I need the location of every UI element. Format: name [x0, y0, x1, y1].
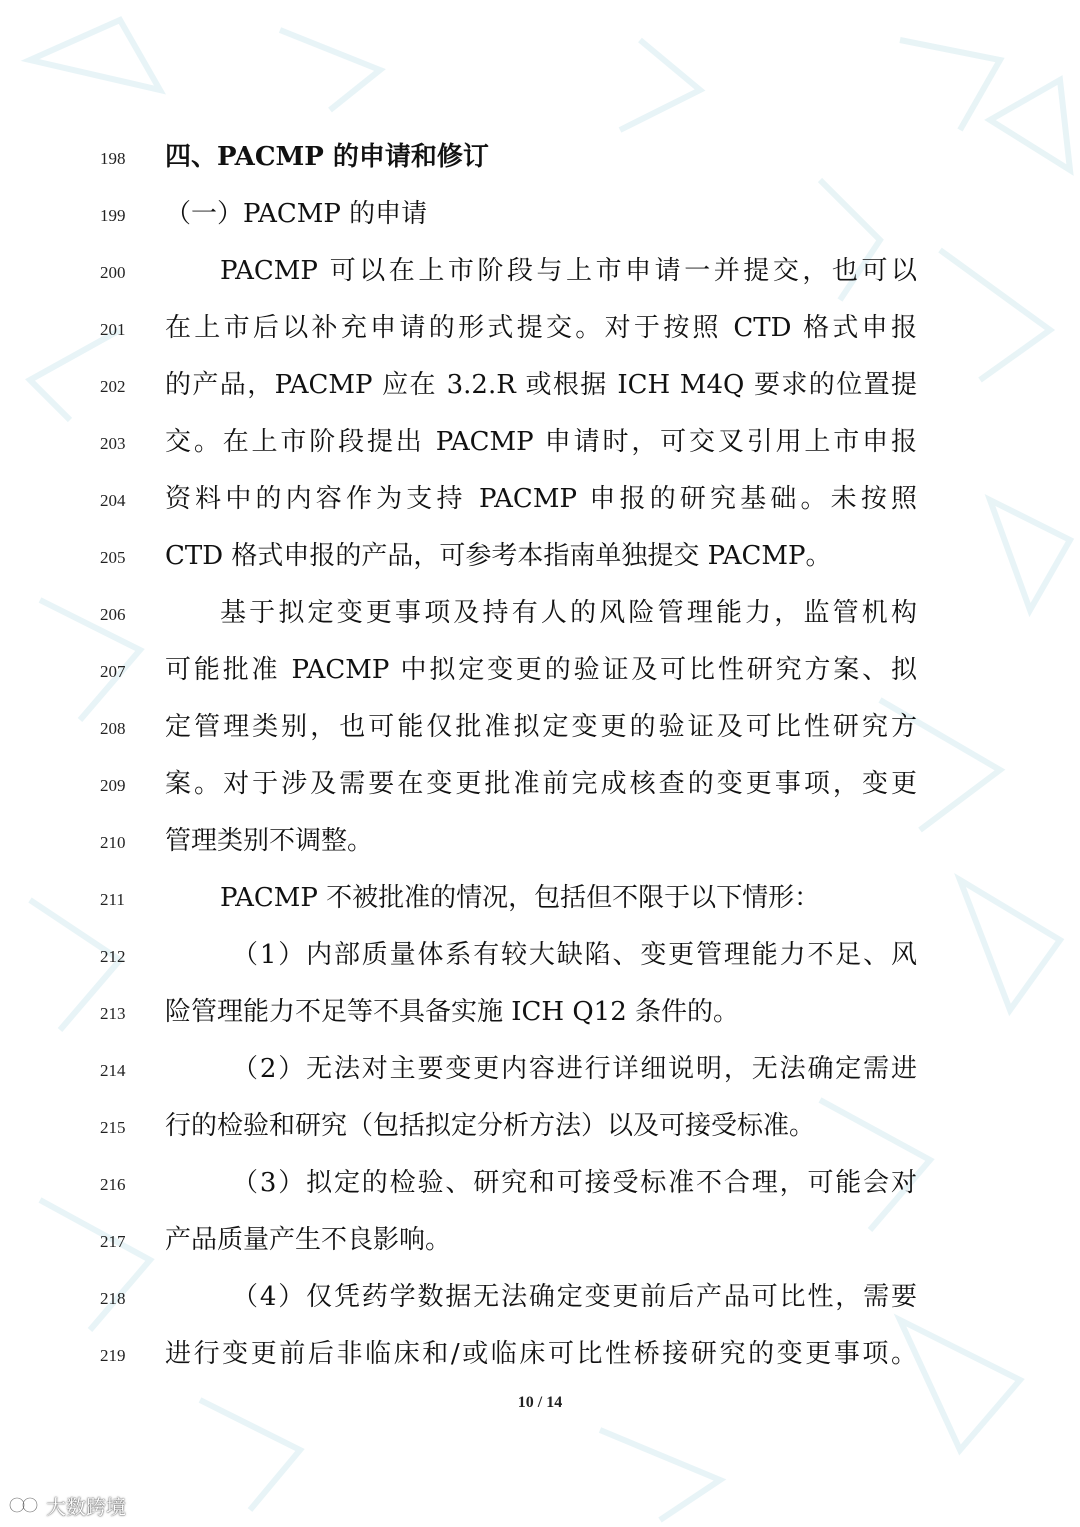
document-line: [0, 196, 1080, 240]
document-line: [0, 1279, 1080, 1323]
line-number: 203: [100, 434, 126, 453]
line-number: 206: [100, 605, 126, 624]
line-number: 219: [100, 1346, 126, 1365]
document-line: [0, 652, 1080, 696]
line-number: 214: [100, 1061, 126, 1080]
list-item-text: （2）无法对主要变更内容进行详细说明，无法确定需进: [232, 1054, 917, 1084]
line-number: 217: [100, 1232, 126, 1251]
paragraph-text: 基于拟定变更事项及持有人的风险管理能力，监管机构: [220, 598, 917, 628]
line-number: 200: [100, 263, 126, 282]
list-item-text: （4）仅凭药学数据无法确定变更前后产品可比性，需要: [232, 1282, 917, 1312]
document-line: [0, 424, 1080, 468]
document-line: [0, 1108, 1080, 1152]
paragraph-text: 资料中的内容作为支持 PACMP 申报的研究基础。未按照: [165, 484, 917, 514]
document-line: [0, 880, 1080, 924]
document-line: [0, 253, 1080, 297]
paragraph-text: PACMP 可以在上市阶段与上市申请一并提交，也可以: [220, 256, 917, 286]
logo-icon: [8, 1494, 42, 1516]
line-number: 201: [100, 320, 126, 339]
list-item-text: 进行变更前后非临床和/或临床可比性桥接研究的变更事项。: [165, 1339, 917, 1369]
line-number: 207: [100, 662, 126, 681]
page-number: 10 / 14: [517, 1394, 563, 1411]
paragraph-text: 的产品，PACMP 应在 3.2.R 或根据 ICH M4Q 要求的位置提: [165, 370, 917, 400]
line-number: 199: [100, 206, 126, 225]
line-number: 211: [100, 890, 125, 909]
document-line: [0, 937, 1080, 981]
line-number: 218: [100, 1289, 126, 1308]
document-line: [0, 994, 1080, 1038]
section-heading: 四、PACMP 的申请和修订: [165, 142, 489, 172]
document-line: [0, 139, 1080, 183]
line-number: 212: [100, 947, 126, 966]
line-number: 210: [100, 833, 126, 852]
line-number: 202: [100, 377, 126, 396]
document-line: [0, 1222, 1080, 1266]
logo-text: 大数跨境: [46, 1494, 126, 1519]
line-number: 216: [100, 1175, 126, 1194]
document-line: [0, 310, 1080, 354]
list-item-text: 行的检验和研究（包括拟定分析方法）以及可接受标准。: [165, 1111, 816, 1141]
paragraph-text: 在上市后以补充申请的形式提交。对于按照 CTD 格式申报: [165, 313, 917, 343]
document-line: [0, 1165, 1080, 1209]
source-logo: [8, 1490, 126, 1520]
document-line: [0, 367, 1080, 411]
line-number: 208: [100, 719, 126, 738]
paragraph-text: 定管理类别，也可能仅批准拟定变更的验证及可比性研究方: [165, 712, 917, 742]
paragraph-text: CTD 格式申报的产品，可参考本指南单独提交 PACMP。: [165, 541, 832, 571]
paragraph-text: 案。对于涉及需要在变更批准前完成核查的变更事项，变更: [165, 769, 917, 799]
line-number: 209: [100, 776, 126, 795]
document-line: [0, 481, 1080, 525]
list-item-text: （3）拟定的检验、研究和可接受标准不合理，可能会对: [232, 1168, 917, 1198]
paragraph-text: 管理类别不调整。: [165, 826, 374, 856]
list-item-text: （1）内部质量体系有较大缺陷、变更管理能力不足、风: [232, 940, 917, 970]
document-line: [0, 595, 1080, 639]
document-line: [0, 766, 1080, 810]
line-number: 205: [100, 548, 126, 567]
list-item-text: 产品质量产生不良影响。: [165, 1225, 452, 1255]
line-number: 215: [100, 1118, 126, 1137]
document-line: [0, 1336, 1080, 1380]
document-line: [0, 709, 1080, 753]
document-line: [0, 823, 1080, 867]
line-number: 213: [100, 1004, 126, 1023]
line-number: 198: [100, 149, 126, 168]
paragraph-text: 可能批准 PACMP 中拟定变更的验证及可比性研究方案、拟: [165, 655, 917, 685]
paragraph-text: 交。在上市阶段提出 PACMP 申请时，可交叉引用上市申报: [165, 427, 917, 457]
subsection-heading: （一）PACMP 的申请: [165, 199, 428, 229]
list-item-text: 险管理能力不足等不具备实施 ICH Q12 条件的。: [165, 997, 740, 1027]
line-number: 204: [100, 491, 126, 510]
document-line: [0, 538, 1080, 582]
paragraph-text: PACMP 不被批准的情况，包括但不限于以下情形：: [220, 883, 821, 913]
document-line: [0, 1051, 1080, 1095]
